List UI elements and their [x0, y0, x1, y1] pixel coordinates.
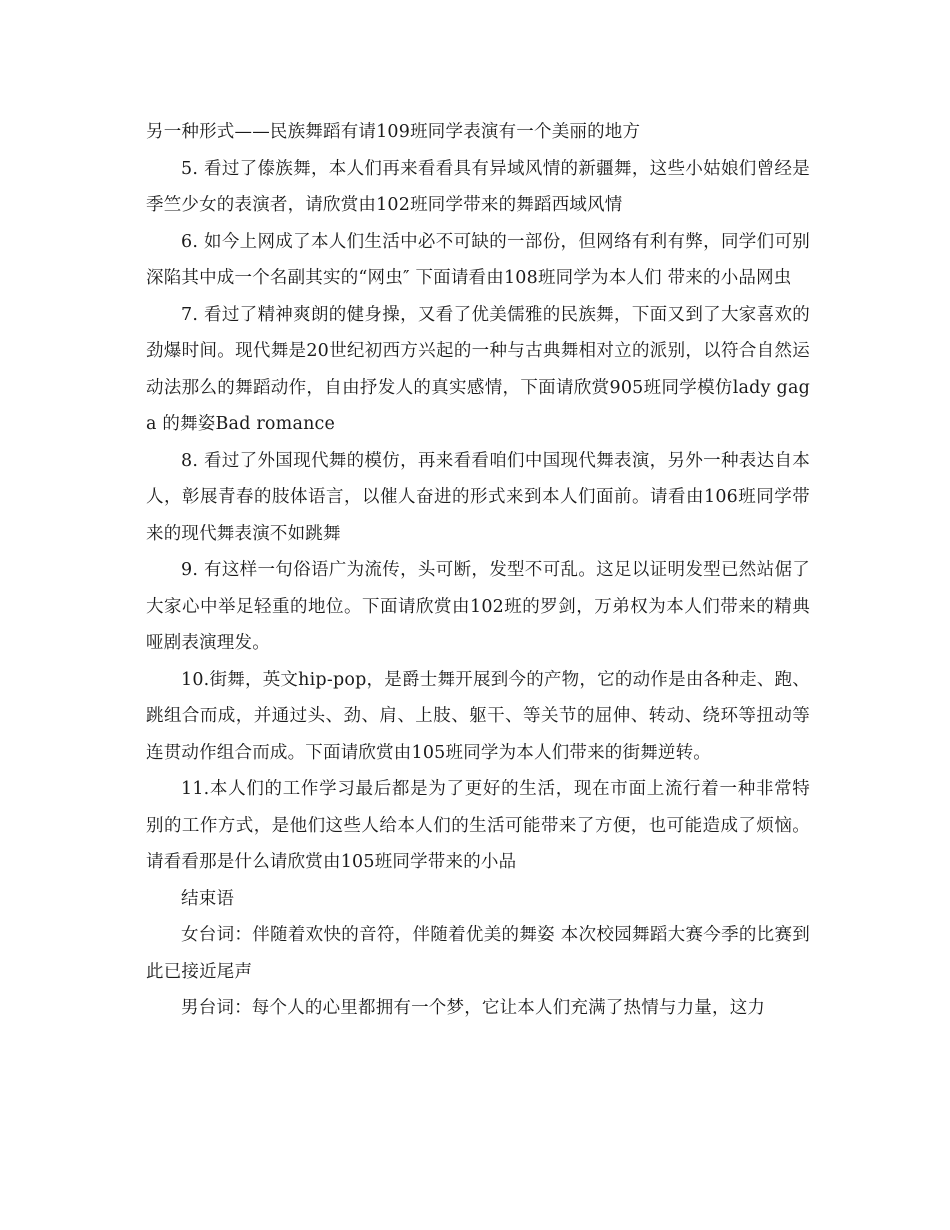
paragraph-item-10: 10.街舞，英文hip-pop，是爵士舞开展到今的产物，它的动作是由各种走、跑、跳组合而成，并通过头、劲、肩、上肢、躯干、等关节的屈伸、转动、绕环等扭动等连贯动作组合而成。下面请欣赏由105班同学为本人们带来的街舞逆转。	[146, 669, 810, 763]
document-body	[146, 114, 810, 1027]
paragraph-item-9: 9. 有这样一句俗语广为流传，头可断，发型不可乱。这足以证明发型已然站倨了大家心中举足轻重的地位。下面请欣赏由102班的罗剑，万弟权为本人们带来的精典哑剧表演理发。	[146, 560, 810, 653]
paragraph-female-host-line: 女台词：伴随着欢快的音符，伴随着优美的舞姿 本次校园舞蹈大赛今季的比赛到此已接近尾声	[146, 925, 810, 982]
paragraph-continuation: 另一种形式——民族舞蹈有请109班同学表演有一个美丽的地方	[146, 122, 641, 142]
paragraph-item-6: 6. 如今上网成了本人们生活中必不可缺的一部份，但网络有利有弊，同学们可别深陷其中成一个名副其实的“网虫″ 下面请看由108班同学为本人们 带来的小品网虫	[146, 231, 810, 288]
paragraph-item-8: 8. 看过了外国现代舞的模仿，再来看看咱们中国现代舞表演，另外一种表达自本人，彰展青春的肢体语言，以催人奋进的形式来到本人们面前。请看由106班同学带来的现代舞表演不如跳舞	[146, 450, 810, 544]
paragraph-male-host-line: 男台词：每个人的心里都拥有一个梦，它让本人们充满了热情与力量，这力	[181, 998, 766, 1018]
section-heading-closing: 结束语	[181, 888, 235, 909]
paragraph-item-11: 11.本人们的工作学习最后都是为了更好的生活，现在市面上流行着一种非常特别的工作方式，是他们这些人给本人们的生活可能带来了方便，也可能造成了烦恼。请看看那是什么请欣赏由105班同学带来的小品	[146, 779, 810, 872]
paragraph-item-5: 5. 看过了傣族舞，本人们再来看看具有异域风情的新疆舞，这些小姑娘们曾经是季竺少女的表演者，请欣赏由102班同学带来的舞蹈西域风情	[146, 158, 810, 215]
paragraph-item-7: 7. 看过了精神爽朗的健身操，又看了优美儒雅的民族舞，下面又到了大家喜欢的劲爆时间。现代舞是20世纪初西方兴起的一种与古典舞相对立的派别，以符合自然运动法那么的舞蹈动作，自由抒发人的真实感情，下面请欣赏905班同学模仿lady gaga 的舞姿Bad romance	[146, 304, 810, 434]
